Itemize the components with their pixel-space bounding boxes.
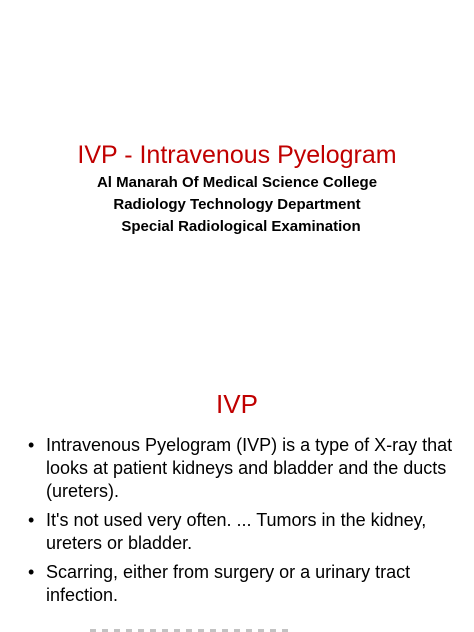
bullet-icon: •: [28, 562, 35, 582]
college-name: Al Manarah Of Medical Science College: [96, 174, 378, 191]
bullet-text: Scarring, either from surgery or a urinary tract infection.: [46, 562, 411, 605]
bullet-list: [28, 434, 468, 613]
bullet-text: Intravenous Pyelogram (IVP) is a type of X-ray that looks at patient kidneys and bladder and the ducts (ureters).: [46, 435, 453, 501]
content-slide: [0, 318, 474, 632]
section-title: IVP: [216, 389, 258, 419]
bullet-icon: •: [28, 435, 35, 455]
course-name: Special Radiological Examination: [121, 218, 361, 235]
bullet-item-scarring: [28, 561, 468, 607]
department-name: Radiology Technology Department: [113, 196, 361, 213]
bullet-icon: •: [28, 510, 35, 530]
main-title: IVP - Intravenous Pyelogram: [77, 141, 397, 169]
bullet-item-ivp-definition: [28, 434, 468, 503]
bullet-item-usage: [28, 509, 468, 555]
bullet-text: It's not used very often. ... Tumors in the kidney, ureters or bladder.: [46, 510, 427, 553]
